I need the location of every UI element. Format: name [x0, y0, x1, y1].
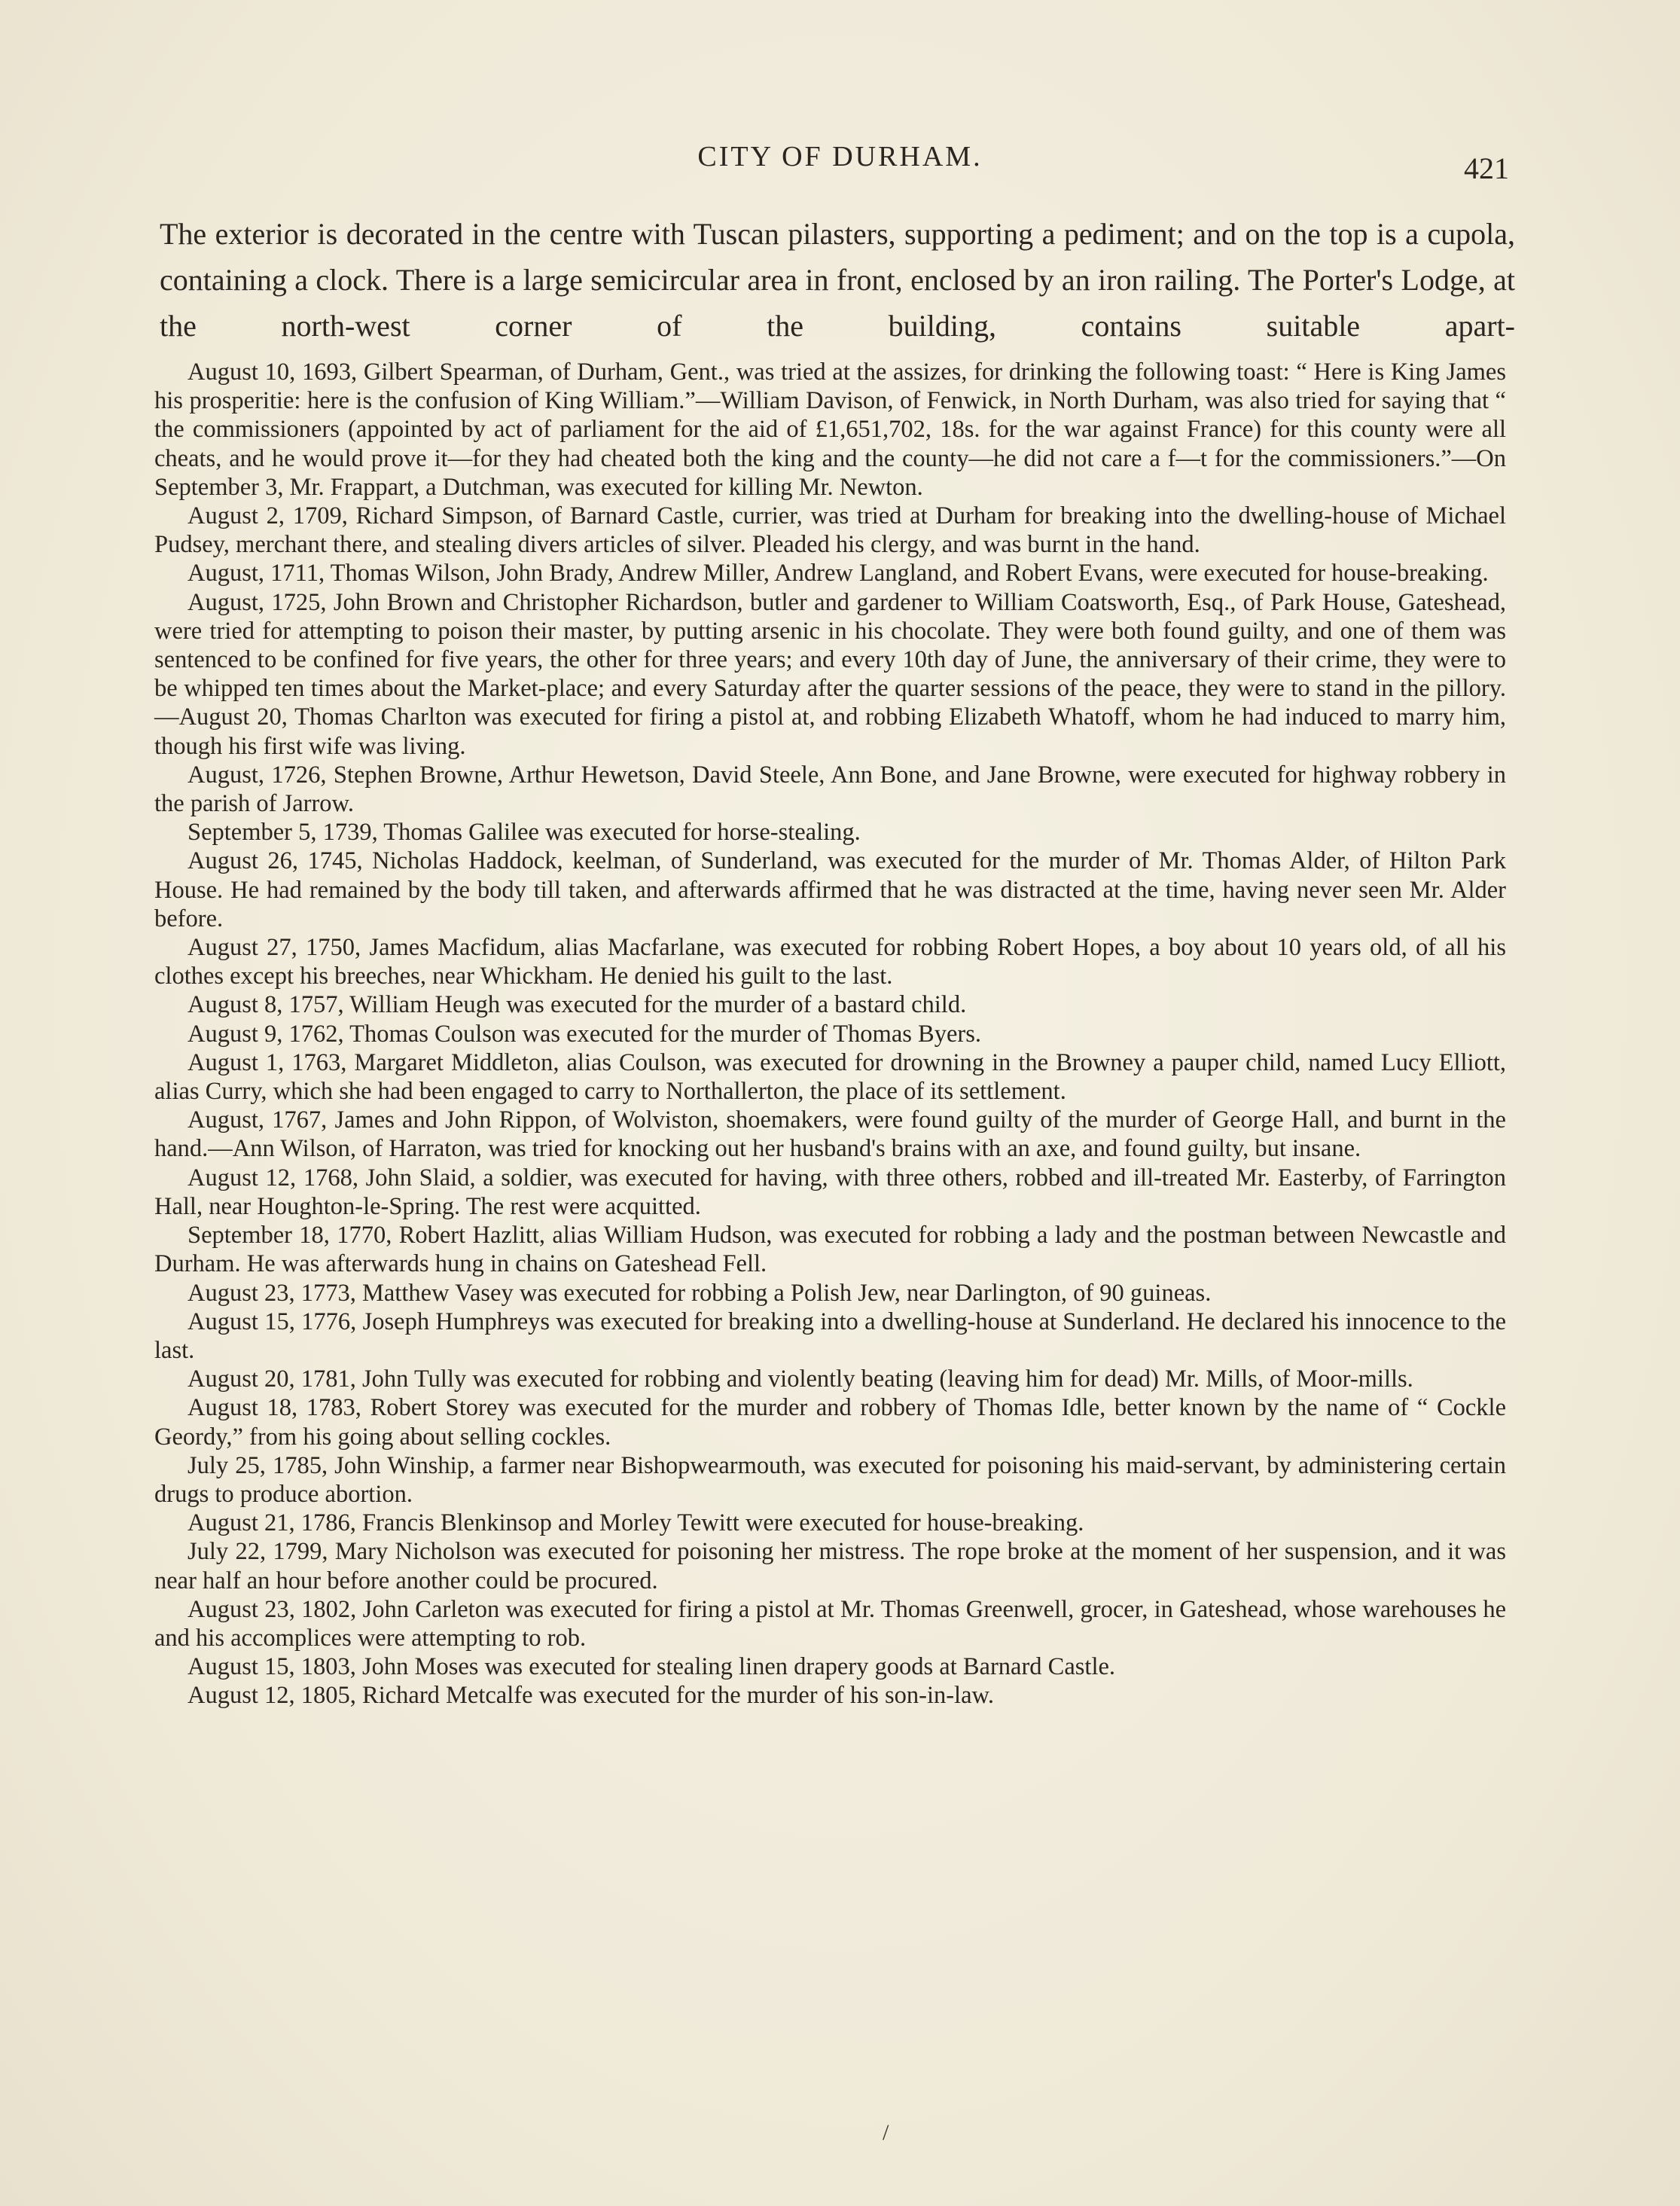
entry-1770: September 18, 1770, Robert Hazlitt, alias William Hudson, was executed for robbing a lady and the postman between Newcastle and Durham. He was afterwards hung in chains on Gateshead Fell.	[154, 1222, 1506, 1278]
entry-1750: August 27, 1750, James Macfidum, alias Macfarlane, was executed for robbing Robert Hopes, a boy about 10 years old, of all his clothes except his breeches, near Whickham. He denied his guilt to the last.	[154, 934, 1506, 990]
entry-1803: August 15, 1803, John Moses was executed for stealing linen drapery goods at Barnard Castle.	[188, 1653, 1116, 1681]
entry-1745: August 26, 1745, Nicholas Haddock, keelman, of Sunderland, was executed for the murder of Mr. Thomas Alder, of Hilton Park House. He had remained by the body till taken, and afterwards affirmed that he was distracted at the time, having never seen Mr. Alder before.	[154, 847, 1506, 932]
entry-1767: August, 1767, James and John Rippon, of Wolviston, shoemakers, were found guilty of the murder of George Hall, and burnt in the hand.—Ann Wilson, of Harraton, was tried for knocking out her husband's brains with an axe, and found guilty, but insane.	[154, 1106, 1506, 1163]
entry-1763: August 1, 1763, Margaret Middleton, alias Coulson, was executed for drowning in the Browney a pauper child, named Lucy Elliott, alias Curry, which she had been engaged to carry to Northallerton, the place of its settlement.	[154, 1048, 1506, 1106]
entry-1773: August 23, 1773, Matthew Vasey was executed for robbing a Polish Jew, near Darlington, of 90 guineas.	[188, 1279, 1212, 1307]
entry-1786: August 21, 1786, Francis Blenkinsop and Morley Tewitt were executed for house-breaking.	[188, 1509, 1084, 1537]
entry-1739: September 5, 1739, Thomas Galilee was executed for horse-stealing.	[188, 819, 861, 847]
entry-1711: August, 1711, Thomas Wilson, John Brady, Andrew Miller, Andrew Langland, and Robert Evans, were executed for house-breaking.	[188, 560, 1489, 587]
entry-1757: August 8, 1757, William Heugh was executed for the murder of a bastard child.	[188, 991, 967, 1019]
entry-1776: August 15, 1776, Joseph Humphreys was executed for breaking into a dwelling-house at Sunderland. He declared his innocence to the last.	[154, 1307, 1506, 1364]
entry-1726: August, 1726, Stephen Browne, Arthur Hewetson, David Steele, Ann Bone, and Jane Browne, were executed for highway robbery in the parish of Jarrow.	[154, 761, 1506, 818]
chronicle-entries	[154, 358, 1506, 1710]
signature-mark: /	[883, 2120, 889, 2145]
entry-1799: July 22, 1799, Mary Nicholson was executed for poisoning her mistress. The rope broke at the moment of her suspension, and it was near half an hour before another could be procured.	[154, 1538, 1506, 1594]
entry-1805: August 12, 1805, Richard Metcalfe was executed for the murder of his son-in-law.	[188, 1682, 994, 1710]
running-head: CITY OF DURHAM.	[697, 141, 983, 172]
entry-1768: August 12, 1768, John Slaid, a soldier, was executed for having, with three others, robbed and ill-treated Mr. Easterby, of Farrington Hall, near Houghton-le-Spring. The rest were acquitted.	[154, 1164, 1506, 1220]
intro-paragraph: The exterior is decorated in the centre with Tuscan pilasters, supporting a pediment; and on the top is a cupola, containing a clock. There is a large semicircular area in front, enclosed by an iron railing. The Porter's Lodge, at the north-west corner of the building, contains suitable apart-	[160, 217, 1515, 343]
entry-1781: August 20, 1781, John Tully was executed for robbing and violently beating (leaving him for dead) Mr. Mills, of Moor-mills.	[188, 1365, 1413, 1393]
entry-1693: August 10, 1693, Gilbert Spearman, of Durham, Gent., was tried at the assizes, for drinking the following toast: “ Here is King James his prosperitie: here is the confusion of King William.”—William Davison, of Fenwick, in North Durham, was also tried for saying that “ the commissioners (appointed by act of parliament for the aid of £1,651,702, 18s. for the war against France) for this county were all cheats, and he would prove it—for they had cheated both the king and the county—he did not care a f—t for the commissioners.”—On September 3, Mr. Frappart, a Dutchman, was executed for killing Mr. Newton.	[154, 359, 1506, 501]
entry-1725: August, 1725, John Brown and Christopher Richardson, butler and gardener to William Coatsworth, Esq., of Park House, Gateshead, were tried for attempting to poison their master, by putting arsenic in his chocolate. They were both found guilty, and one of them was sentenced to be confined for five years, the other for three years; and every 10th day of June, the anniversary of their crime, they were to be whipped ten times about the Market-place; and every Saturday after the quarter sessions of the peace, they were to stand in the pillory.—August 20, Thomas Charlton was executed for firing a pistol at, and robbing Elizabeth Whatoff, whom he had induced to marry him, though his first wife was living.	[154, 588, 1506, 760]
entry-1709: August 2, 1709, Richard Simpson, of Barnard Castle, currier, was tried at Durham for breaking into the dwelling-house of Michael Pudsey, merchant there, and stealing divers articles of silver. Pleaded his clergy, and was burnt in the hand.	[154, 502, 1506, 559]
page-number: 421	[1464, 151, 1509, 185]
entry-1802: August 23, 1802, John Carleton was executed for firing a pistol at Mr. Thomas Greenwell, grocer, in Gateshead, whose warehouses he and his accomplices were attempting to rob.	[154, 1595, 1506, 1652]
entry-1762: August 9, 1762, Thomas Coulson was executed for the murder of Thomas Byers.	[188, 1020, 981, 1048]
entry-1783: August 18, 1783, Robert Storey was executed for the murder and robbery of Thomas Idle, better known by the name of “ Cockle Geordy,” from his going about selling cockles.	[154, 1394, 1506, 1451]
entry-1785: July 25, 1785, John Winship, a farmer near Bishopwearmouth, was executed for poisoning his maid-servant, by administering certain drugs to produce abortion.	[154, 1451, 1506, 1508]
